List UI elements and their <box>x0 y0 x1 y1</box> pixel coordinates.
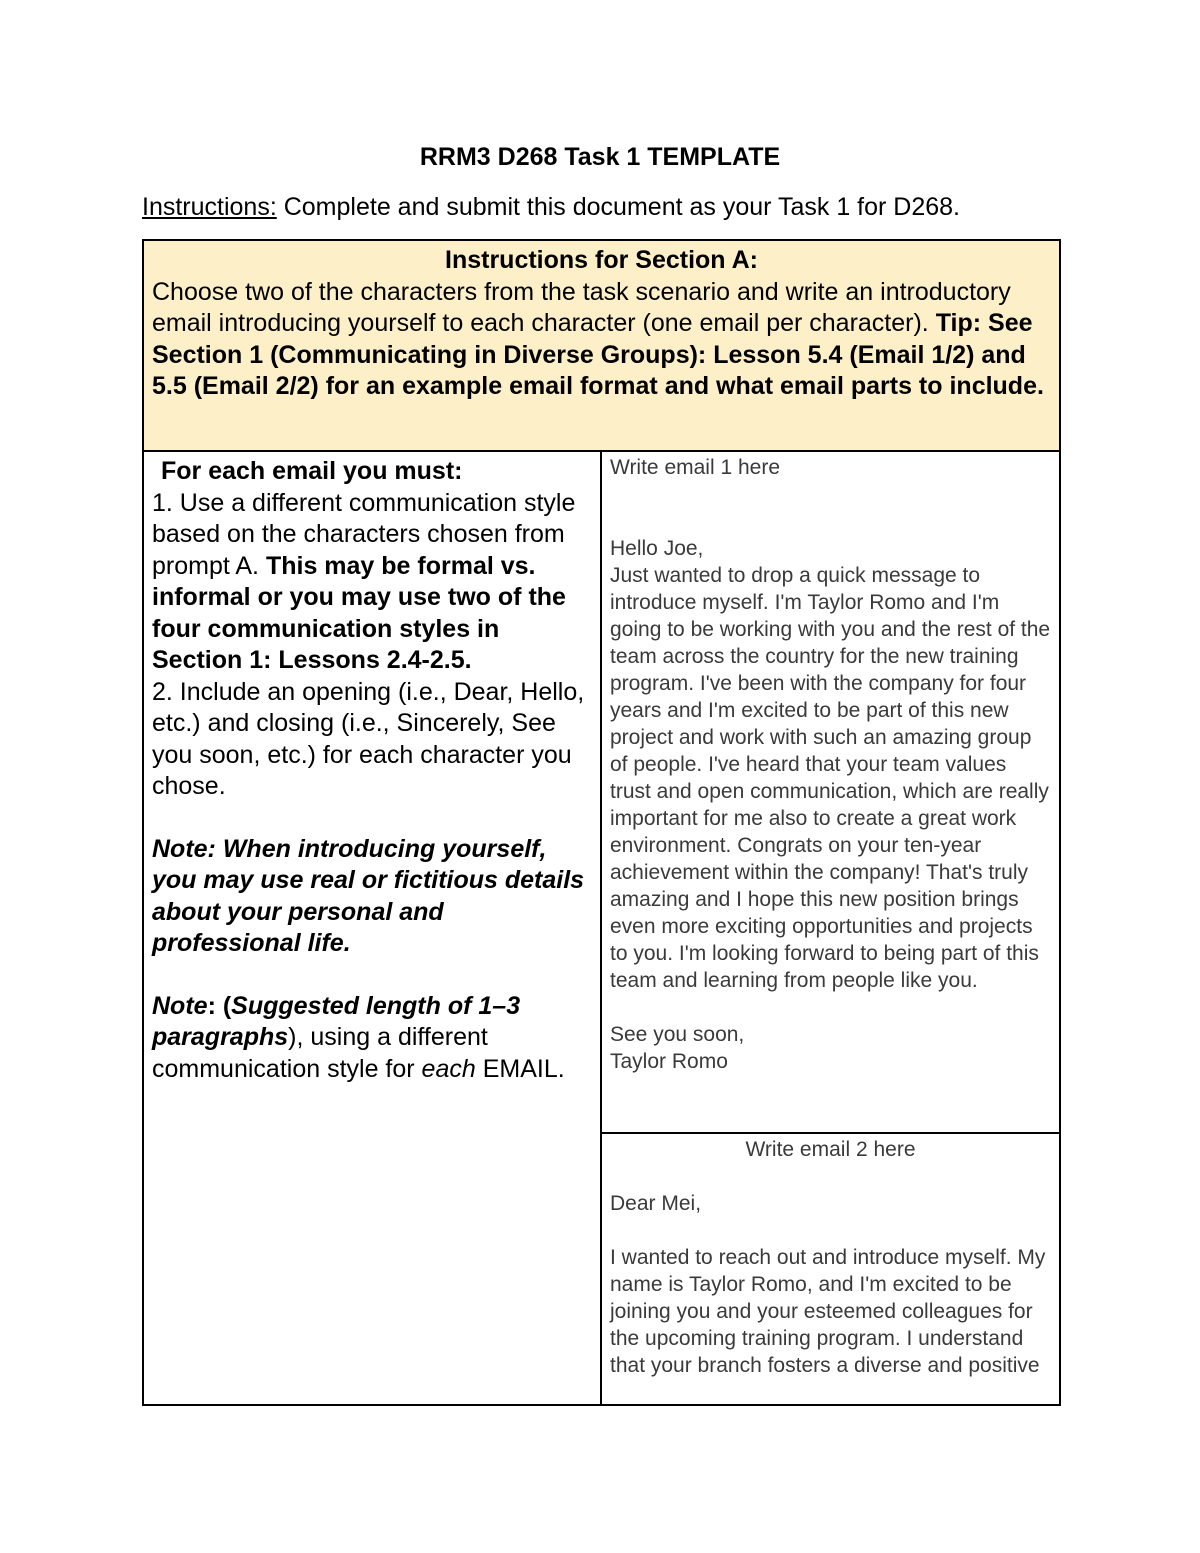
note-2-end: EMAIL. <box>482 1054 565 1083</box>
requirements-lead: For each email you must: <box>161 457 463 485</box>
instructions-label: Instructions: <box>142 193 277 221</box>
note-2-each: each <box>421 1054 476 1083</box>
email-1-cell[interactable] <box>602 452 1059 1134</box>
note-2-italic: Suggested length of 1–3 paragraphs <box>152 991 521 1051</box>
requirement-item-1 <box>152 488 592 677</box>
section-a-description: Choose two of the characters from the task scenario and write an introductory email introducing yourself to each character (one email per character). <box>152 277 1011 337</box>
email-1-body: Just wanted to drop a quick message to introduce myself. I'm Taylor Romo and I'm going to be working with you and the rest of the team across the country for the new training program. I've been with the company for four years and I'm excited to be part of this new project and work with such an amazing group of people. I've heard that your team values trust and open communication, which are really important for me also to create a great work environment. Congrats on your ten-year achievement within the company! That's truly amazing and I hope this new position brings even more exciting opportunities and projects to you. I'm looking forward to being part of this team and learning from people like you. <box>610 564 1051 992</box>
email-2-cell[interactable] <box>602 1134 1059 1404</box>
email-1-label: Write email 1 here <box>610 456 781 479</box>
requirement-item-1-text: 1. Use a different communication style based on the characters chosen from prompt A. <box>152 488 576 580</box>
email-1-greeting: Hello Joe, <box>610 537 704 560</box>
note-1 <box>152 834 592 960</box>
note-2-label: Note <box>152 991 208 1020</box>
requirement-item-2: 2. Include an opening (i.e., Dear, Hello, etc.) and closing (i.e., Sincerely, See you soon, etc.) for each character you chose. <box>152 677 585 800</box>
note-2 <box>152 991 592 1086</box>
email-requirements <box>144 452 602 1404</box>
section-a-tip: Tip: See Section 1 (Communicating in Diverse Groups): Lesson 5.4 (Email 1/2) and 5.5 (Email 2/2) for an example email format and what email parts to include. <box>152 309 1044 400</box>
email-2-body: I wanted to reach out and introduce myself. My name is Taylor Romo, and I'm excited to be joining you and your esteemed colleagues for the upcoming training program. I understand that your branch fosters a diverse and positive <box>610 1246 1046 1377</box>
section-a-text <box>152 277 1051 403</box>
instructions-text: Complete and submit this document as your Task 1 for D268. <box>276 193 960 221</box>
section-a-heading: Instructions for Section A: <box>445 246 758 274</box>
note-2-colon: : ( <box>207 991 232 1020</box>
email-2-label: Write email 2 here <box>745 1138 916 1161</box>
email-1-signature: Taylor Romo <box>610 1050 728 1073</box>
note-2-mid: ), using a different communication style for <box>152 1023 488 1083</box>
requirement-item-1-bold: This may be formal vs. informal or you may use two of the four communication styles in Section 1: Lessons 2.4-2.5. <box>152 551 566 674</box>
note-1-text: Note: When introducing yourself, you may use real or fictitious details about your personal and professional life. <box>152 834 585 957</box>
task-table <box>142 239 1061 1406</box>
document-title: RRM3 D268 Task 1 TEMPLATE <box>419 143 781 171</box>
email-2-greeting: Dear Mei, <box>610 1192 702 1215</box>
instructions-line <box>142 192 960 222</box>
email-1-closing: See you soon, <box>610 1023 745 1046</box>
section-a-instructions <box>144 241 1059 452</box>
